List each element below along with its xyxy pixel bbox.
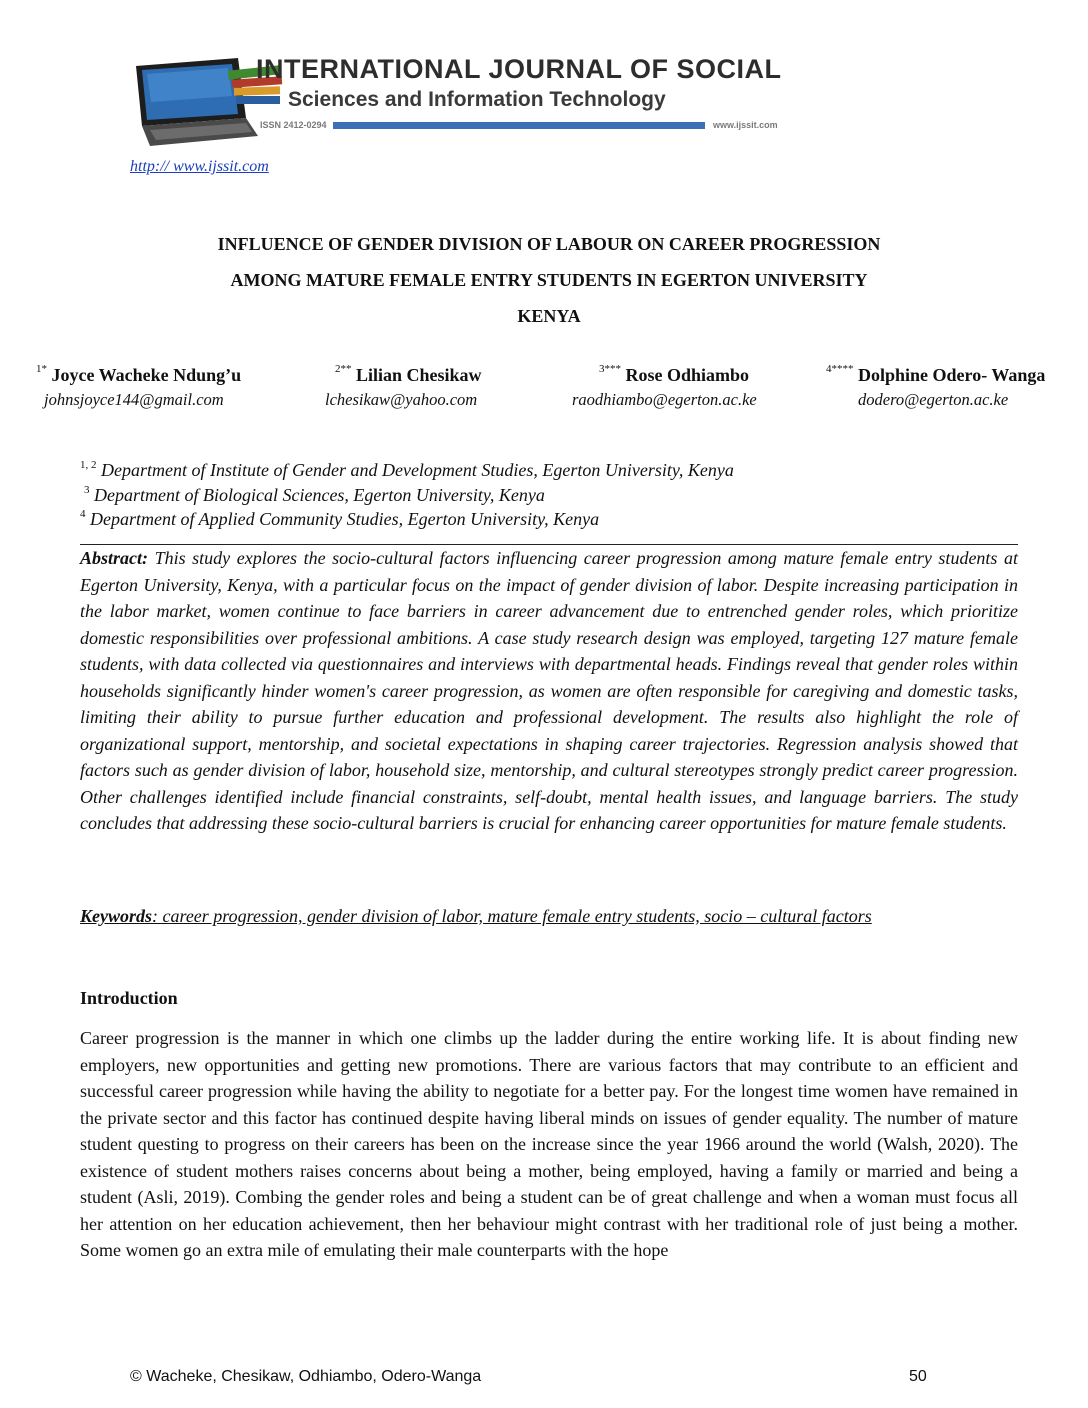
issn: ISSN 2412-0294 — [260, 120, 327, 130]
author-name: Joyce Wacheke Ndung’u — [51, 365, 242, 385]
affiliation-text: Department of Applied Community Studies, Egerton University, Kenya — [90, 509, 600, 529]
keywords — [80, 906, 1020, 927]
affiliation-mark: 3 — [84, 484, 90, 496]
footer-copyright: © Wacheke, Chesikaw, Odhiambo, Odero-Wanga — [130, 1368, 482, 1385]
author-4 — [826, 365, 1045, 386]
affiliation-3 — [80, 509, 599, 530]
paper-title-line-3: KENYA — [517, 306, 581, 326]
introduction-text: Career progression is the manner in which one climbs up the ladder during the entire working life. It is about finding new employers, new opportunities and getting new promotions. There are various factors that may contribute to an efficient and successful career progression while having the ability to negotiate for a better pay. For the longest time women have remained in the private sector and this factor has continued despite having liberal minds on issues of gender equality. The number of mature student questing to progress on their careers has been on the increase since the year 1966 around the world (Walsh, 2020). The existence of student mothers raises concerns about being a mother, being employed, having a family or married and being a student (Asli, 2019). Combing the gender roles and being a student can be of great challenge and when a woman must focus all her attention on her education achievement, then her behaviour might contrast with her traditional role of just being a mother. Some women go an extra mile of emulating their male counterparts with the hope — [80, 1028, 1018, 1260]
author-3-email[interactable]: raodhiambo@egerton.ac.ke — [572, 390, 757, 409]
paper-title-line-1: INFLUENCE OF GENDER DIVISION OF LABOUR ON CAREER PROGRESSION — [217, 234, 881, 254]
abstract-label: Abstract: — [80, 548, 149, 568]
journal-website-link[interactable]: http:// www.ijssit.com — [130, 158, 269, 175]
author-2 — [335, 365, 482, 386]
affiliation-mark: 4 — [80, 508, 86, 520]
author-2-email[interactable]: lchesikaw@yahoo.com — [325, 390, 478, 409]
abstract — [80, 545, 1018, 837]
author-mark: 3*** — [599, 363, 621, 375]
journal-subtitle: Sciences and Information Technology — [288, 88, 666, 111]
author-name: Rose Odhiambo — [625, 365, 750, 385]
banner-url: www.ijssit.com — [713, 120, 778, 130]
author-mark: 1* — [36, 363, 47, 375]
paper-title-line-2: AMONG MATURE FEMALE ENTRY STUDENTS IN EGERTON UNIVERSITY — [230, 270, 868, 290]
author-name: Dolphine Odero- Wanga — [858, 365, 1046, 385]
journal-title: INTERNATIONAL JOURNAL OF SOCIAL — [256, 54, 782, 84]
page-number: 50 — [909, 1368, 927, 1385]
keywords-label: Keywords — [80, 906, 152, 926]
banner-bar — [333, 122, 705, 129]
introduction-heading: Introduction — [80, 988, 178, 1008]
affiliation-text: Department of Biological Sciences, Egerton University, Kenya — [94, 485, 545, 505]
author-3 — [599, 365, 749, 386]
affiliation-1 — [80, 460, 734, 481]
affiliation-text: Department of Institute of Gender and Development Studies, Egerton University, Kenya — [101, 460, 734, 480]
author-4-email[interactable]: dodero@egerton.ac.ke — [858, 390, 1009, 409]
abstract-text: This study explores the socio-cultural factors influencing career progression among mature female entry students at Egerton University, Kenya, with a particular focus on the impact of gender division of labor. Despite increasing participation in the labor market, women continue to face barriers in career advancement due to entrenched gender roles, which prioritize domestic responsibilities over professional ambitions. A case study research design was employed, targeting 127 mature female students, with data collected via questionnaires and interviews with departmental heads. Findings reveal that gender roles within households significantly hinder women's career progression, as women are often responsible for caregiving and domestic tasks, limiting their ability to pursue further education and professional development. The results also highlight the role of organizational support, mentorship, and societal expectations in shaping career trajectories. Regression analysis showed that factors such as gender division of labor, household size, mentorship, and cultural stereotypes strongly predict career progression. Other challenges identified include financial constraints, self-doubt, mental health issues, and language barriers. The study concludes that addressing these socio-cultural barriers is crucial for enhancing career opportunities for mature female students. — [80, 548, 1018, 833]
author-1-email[interactable]: johnsjoyce144@gmail.com — [44, 390, 224, 409]
author-name: Lilian Chesikaw — [356, 365, 482, 385]
keywords-text: : career progression, gender division of labor, mature female entry students, socio – cultural factors — [152, 906, 872, 926]
journal-banner — [128, 52, 898, 152]
author-mark: 4**** — [826, 363, 854, 375]
affiliation-mark: 1, 2 — [80, 459, 97, 471]
author-mark: 2** — [335, 363, 352, 375]
author-1 — [36, 365, 241, 386]
affiliation-2 — [84, 485, 545, 506]
